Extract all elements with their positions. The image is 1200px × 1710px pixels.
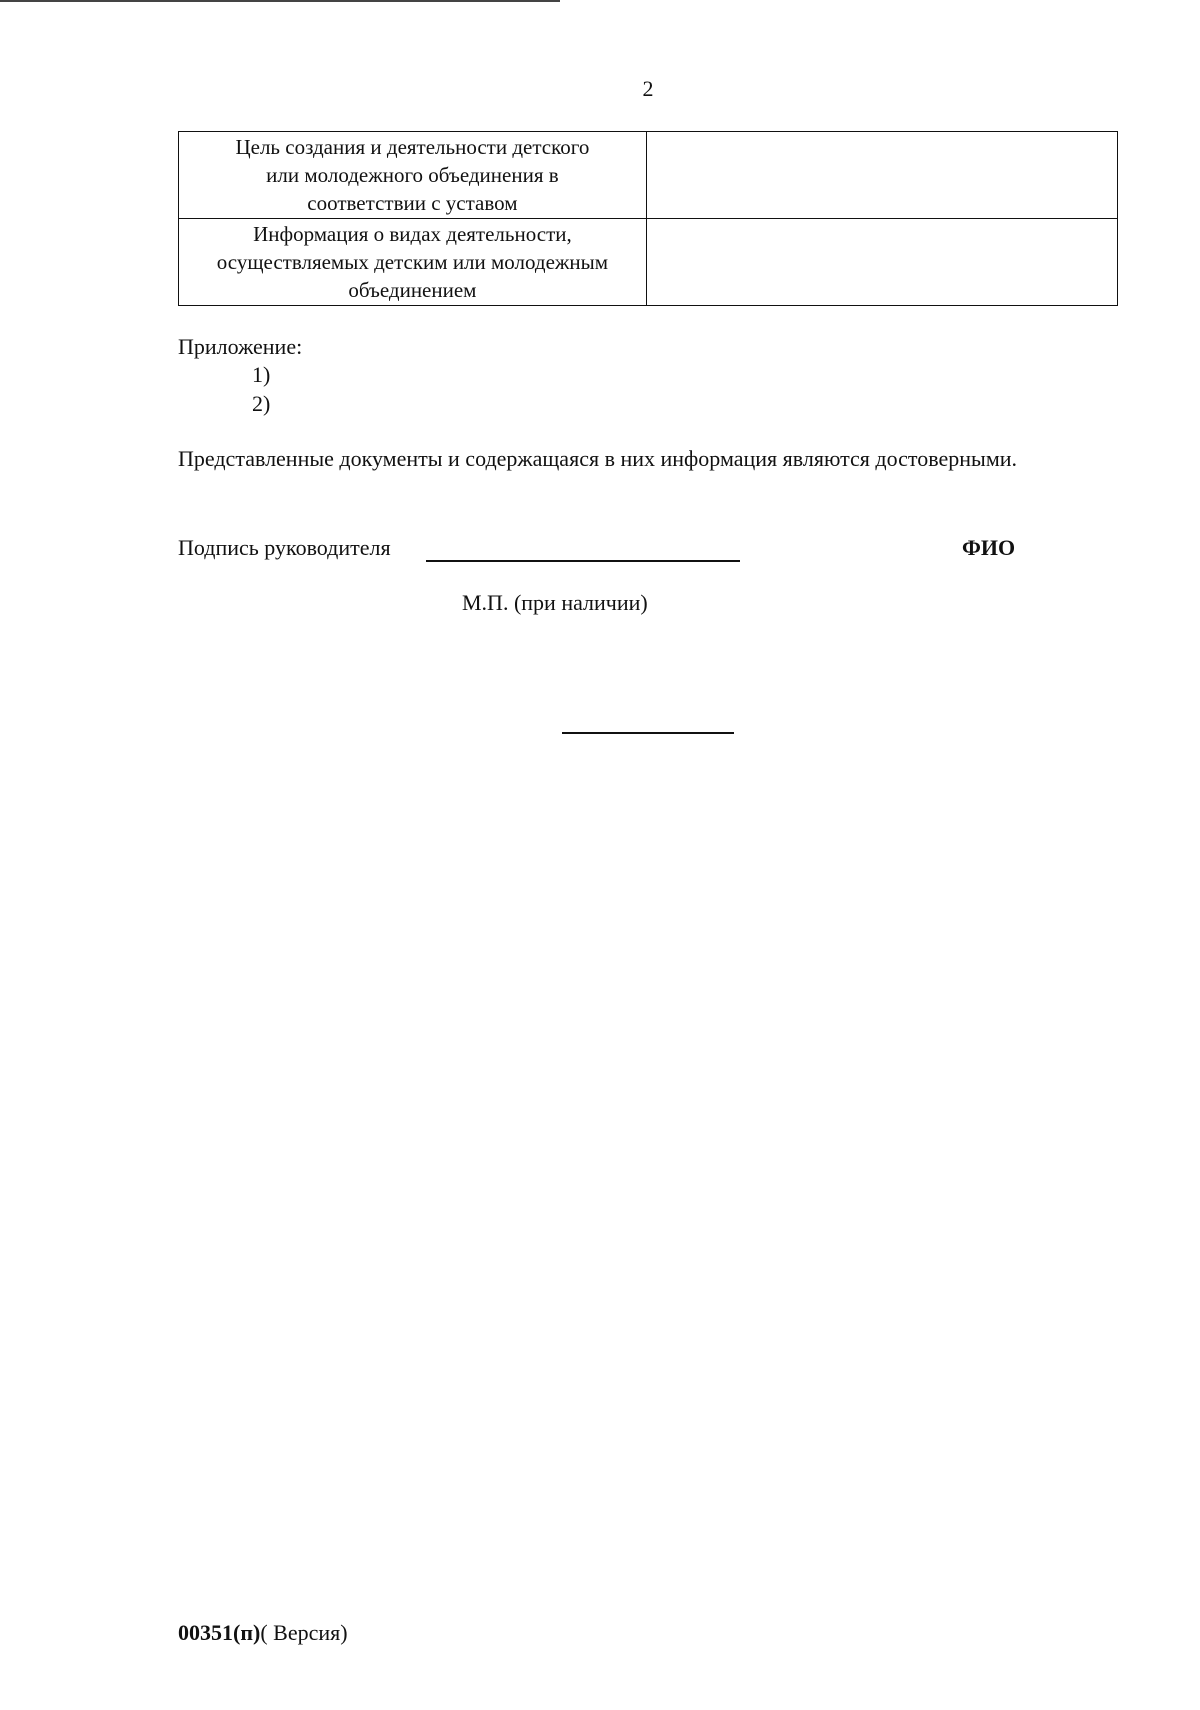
attachment-item: 2) (252, 391, 271, 416)
label-line: соответствии с уставом (307, 191, 518, 215)
row-label-purpose (179, 132, 647, 219)
top-scan-rule (0, 0, 560, 2)
authenticity-statement: Представленные документы и содержащаяся в них информация являются достоверными. (178, 446, 1018, 471)
page-number: 2 (642, 76, 654, 101)
signature-line[interactable] (426, 560, 740, 562)
form-code (178, 1620, 348, 1646)
label-line: Информация о видах деятельности, (253, 222, 572, 246)
stamp-note: М.П. (при наличии) (462, 590, 648, 615)
table-row (179, 132, 1118, 219)
label-line: Цель создания и деятельности детского (235, 135, 590, 159)
attachment-item: 1) (252, 362, 271, 387)
table-row (179, 219, 1118, 306)
row-value-activities[interactable] (646, 219, 1117, 306)
label-line: объединением (348, 278, 477, 302)
form-code-number: 00351(п) (178, 1620, 261, 1645)
info-table (178, 131, 1118, 306)
label-line: или молодежного объединения в (266, 163, 559, 187)
fio-label: ФИО (962, 535, 1016, 560)
signature-label: Подпись руководителя (178, 535, 391, 560)
row-label-activities (179, 219, 647, 306)
end-divider (562, 732, 734, 734)
form-code-version: ( Версия) (260, 1620, 348, 1645)
label-line: осуществляемых детским или молодежным (216, 250, 609, 274)
attachments-title: Приложение: (178, 334, 303, 359)
row-value-purpose[interactable] (646, 132, 1117, 219)
